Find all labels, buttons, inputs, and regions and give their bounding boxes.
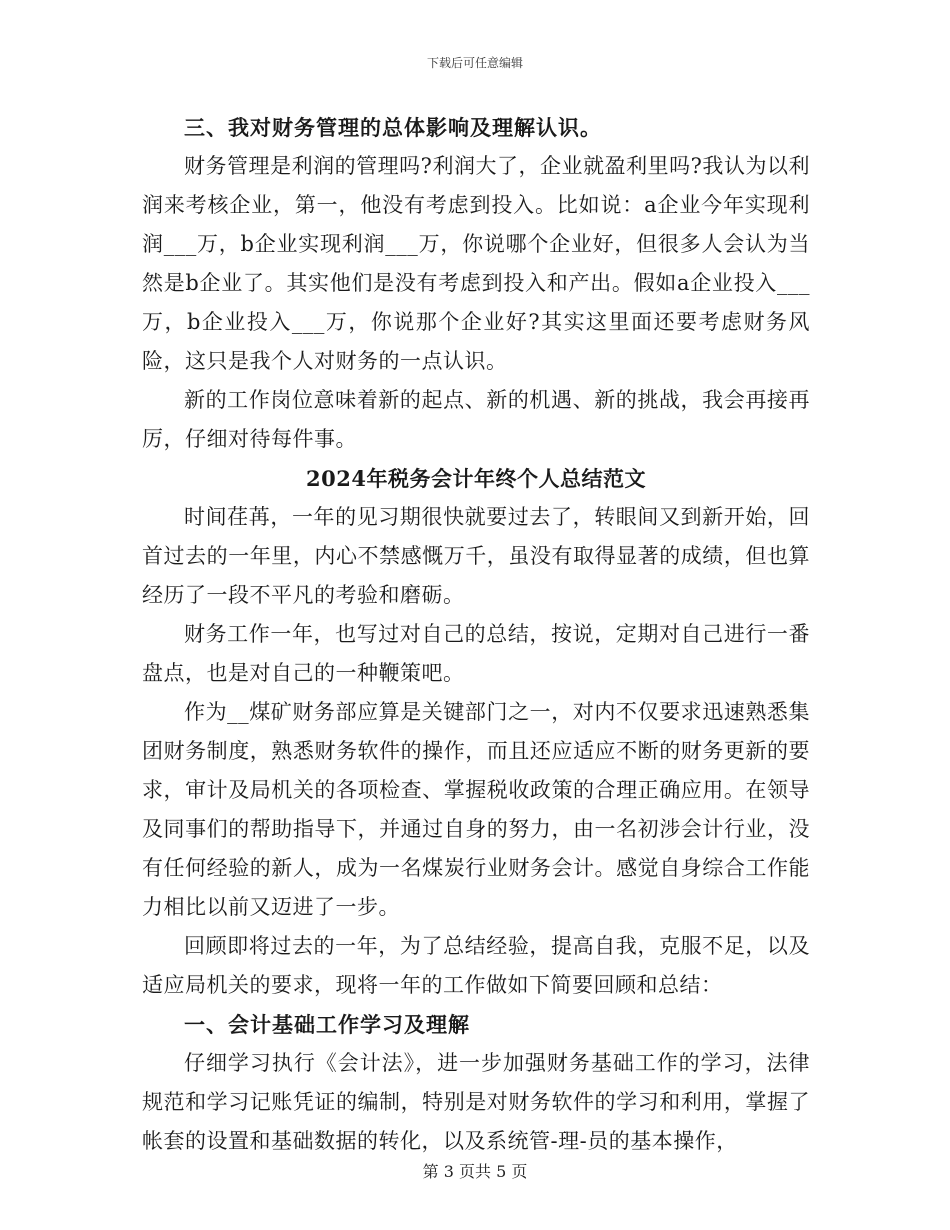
section-heading-3: 三、我对财务管理的总体影响及理解认识。 (184, 115, 602, 140)
page-header: 下载后可任意编辑 (426, 56, 523, 70)
paragraph: 财务工作一年，也写过对自己的总结，按说，定期对自己进行一番盘点，也是对自己的一种鞭策吧。 (142, 622, 810, 685)
document-body (142, 108, 810, 1161)
article-title: 2024年税务会计年终个人总结范文 (306, 466, 646, 491)
paragraph: 作为__煤矿财务部应算是关键部门之一，对内不仅要求迅速熟悉集团财务制度，熟悉财务软件的操作，而且还应适应不断的财务更新的要求，审计及局机关的各项检查、掌握税收政策的合理正确应用。在领导及同事们的帮助指导下，并通过自身的努力，由一名初涉会计行业，没有任何经验的新人，成为一名煤炭行业财务会计。感觉自身综合工作能力相比以前又迈进了一步。 (142, 700, 810, 919)
paragraph: 回顾即将过去的一年，为了总结经验，提高自我，克服不足，以及适应局机关的要求，现将一年的工作做如下简要回顾和总结： (142, 934, 810, 997)
paragraph: 财务管理是利润的管理吗?利润大了，企业就盈利里吗?我认为以利润来考核企业，第一，他没有考虑到投入。比如说：a企业今年实现利润___万，b企业实现利润___万，你说哪个企业好，但很多人会认为当然是b企业了。其实他们是没有考虑到投入和产出。假如a企业投入___万，b企业投入___万，你说那个企业好?其实这里面还要考虑财务风险，这只是我个人对财务的一点认识。 (142, 154, 810, 373)
paragraph: 时间荏苒，一年的见习期很快就要过去了，转眼间又到新开始，回首过去的一年里，内心不禁感慨万千，虽没有取得显著的成绩，但也算经历了一段不平凡的考验和磨砺。 (142, 505, 810, 607)
page-footer: 第 3 页共 5 页 (422, 1162, 528, 1181)
section-heading-1: 一、会计基础工作学习及理解 (184, 1012, 470, 1037)
paragraph: 仔细学习执行《会计法》，进一步加强财务基础工作的学习，法律规范和学习记账凭证的编制，特别是对财务软件的学习和利用，掌握了帐套的设置和基础数据的转化，以及系统管-理-员的基本操作， (142, 1051, 810, 1153)
paragraph: 新的工作岗位意味着新的起点、新的机遇、新的挑战，我会再接再厉，仔细对待每件事。 (142, 388, 810, 451)
